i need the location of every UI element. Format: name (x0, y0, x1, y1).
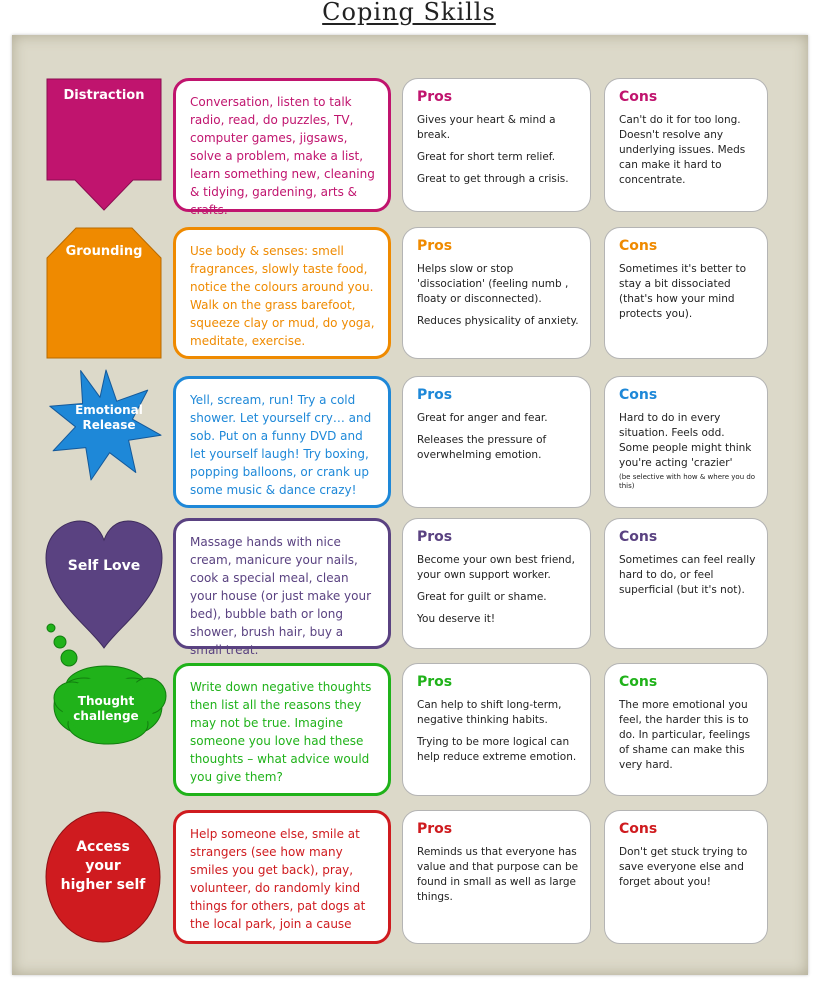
skill-name: Access your higher self (60, 839, 146, 893)
pros-item: Helps slow or stop 'dissociation' (feeling numb , floaty or disconnected). (417, 263, 569, 305)
pros-item: Releases the pressure of overwhelming emotion. (417, 434, 547, 461)
cons-heading: Cons (619, 238, 658, 254)
pros-item: You deserve it! (417, 613, 496, 625)
pros-card (402, 78, 591, 212)
cons-card (604, 376, 768, 508)
pros-card (402, 376, 591, 508)
skill-description-card: Write down negative thoughts then list all the reasons they may not be true. Imagine someone you love had these thoughts – what advice would you give them? (173, 663, 391, 796)
cons-item: Can't do it for too long. Doesn't resolve any underlying issues. Meds can make it hard to concentrate. (619, 114, 746, 186)
cons-heading: Cons (619, 821, 658, 837)
pros-card (402, 810, 591, 944)
pros-card (402, 663, 591, 796)
cons-note: (be selective with how & where you do this) (619, 473, 756, 490)
pros-heading: Pros (417, 674, 453, 690)
skill-name: Grounding (65, 244, 143, 259)
pros-item: Reminds us that everyone has value and that purpose can be found in small as well as large things. (417, 846, 579, 903)
pros-item: Become your own best friend, your own support worker. (417, 554, 575, 581)
cons-heading: Cons (619, 89, 658, 105)
pros-item: Great for short term relief. (417, 151, 556, 163)
skill-name: Emotional Release (75, 403, 143, 432)
cons-heading: Cons (619, 529, 658, 545)
pros-heading: Pros (417, 238, 453, 254)
pros-item: Reduces physicality of anxiety. (417, 315, 579, 327)
cons-item: Hard to do in every situation. Feels odd. Some people might think you're acting 'crazier' (619, 412, 752, 469)
skill-name: Self Love (67, 558, 141, 574)
cons-card (604, 810, 768, 944)
pros-item: Can help to shift long-term, negative thinking habits. (417, 699, 562, 726)
skill-description-card: Yell, scream, run! Try a cold shower. Let yourself cry… and sob. Put on a funny DVD and let yourself laugh! Try boxing, popping balloons, or crank up some music & dance crazy! (173, 376, 391, 508)
cons-card (604, 227, 768, 359)
pros-item: Great for anger and fear. (417, 412, 548, 424)
pros-item: Great for guilt or shame. (417, 591, 547, 603)
skill-name: Distraction (63, 88, 145, 103)
cons-card (604, 78, 768, 212)
pros-heading: Pros (417, 387, 453, 403)
cons-item: Sometimes can feel really hard to do, or feel superficial (but it's not). (619, 554, 756, 596)
cons-card (604, 663, 768, 796)
cons-item: The more emotional you feel, the harder this is to do. In particular, feelings of shame can make this very hard. (619, 699, 751, 771)
pros-heading: Pros (417, 821, 453, 837)
skill-description-card: Conversation, listen to talk radio, read, do puzzles, TV, computer games, jigsaws, solve a problem, make a list, learn something new, cleaning & tidying, gardening, arts & crafts. (173, 78, 391, 212)
cons-item: Don't get stuck trying to save everyone else and forget about you! (619, 846, 748, 888)
skill-description-card: Massage hands with nice cream, manicure your nails, cook a special meal, clean your house (or just make your bed), bubble bath or long shower, brush hair, buy a small treat. (173, 518, 391, 649)
pros-heading: Pros (417, 529, 453, 545)
pros-item: Great to get through a crisis. (417, 173, 569, 185)
skill-name: Thought challenge (73, 694, 139, 723)
cons-item: Sometimes it's better to stay a bit dissociated (that's how your mind protects you). (619, 263, 747, 320)
cons-heading: Cons (619, 387, 658, 403)
skill-description-card: Help someone else, smile at strangers (see how many smiles you get back), pray, volunteer, do randomly kind things for others, pat dogs at the local park, join a cause (173, 810, 391, 944)
pros-heading: Pros (417, 89, 453, 105)
cons-card (604, 518, 768, 649)
page-title: Coping Skills (322, 0, 496, 26)
pros-item: Gives your heart & mind a break. (417, 114, 556, 141)
pros-item: Trying to be more logical can help reduce extreme emotion. (417, 736, 577, 763)
cons-heading: Cons (619, 674, 658, 690)
pros-card (402, 227, 591, 359)
pros-card (402, 518, 591, 649)
skill-description-card: Use body & senses: smell fragrances, slowly taste food, notice the colours around you. Walk on the grass barefoot, squeeze clay or mud, do yoga, meditate, exercise. (173, 227, 391, 359)
thought-cloud-icon (44, 620, 170, 748)
